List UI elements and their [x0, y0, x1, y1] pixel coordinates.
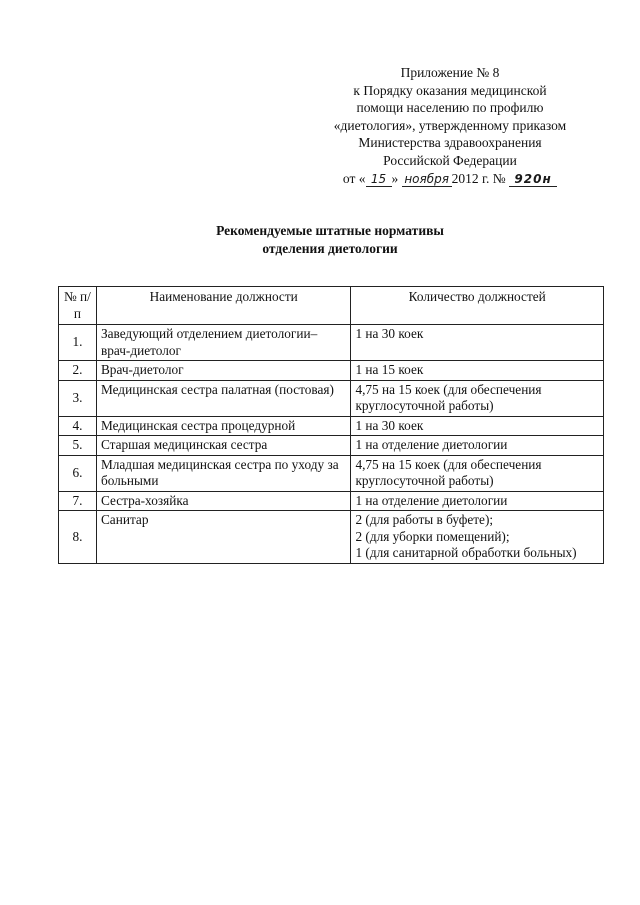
header-line: Приложение № 8 [400, 65, 500, 80]
row-num: 3. [59, 380, 97, 416]
order-prefix: от « [342, 170, 366, 186]
header-count: Количество должностей [351, 287, 604, 325]
order-month-handwritten: ноября [402, 172, 452, 187]
title-line-1: Рекомендуемые штатные нормативы [216, 223, 444, 238]
row-count [351, 511, 604, 564]
row-count-line: 2 (для работы в буфете); [355, 512, 494, 527]
row-position: Медицинская сестра палатная (постовая) [96, 380, 351, 416]
header-line: помощи населению по профилю [356, 100, 544, 116]
header-line: Министерства здравоохранения [358, 135, 542, 151]
row-num: 2. [59, 361, 97, 381]
row-count-line: 4,75 на 15 коек (для обеспечения круглосуточной работы) [355, 456, 542, 488]
row-count-line: 1 (для санитарной обработки больных) [355, 545, 577, 560]
row-num: 8. [59, 511, 97, 564]
table-row [59, 361, 604, 381]
header-line: Российской Федерации [383, 152, 517, 168]
order-quote-close: » [391, 170, 399, 186]
row-position: Заведующий отделением диетологии–врач-диетолог [96, 325, 351, 361]
row-count [351, 416, 604, 436]
row-position: Врач-диетолог [96, 361, 351, 381]
table-row [59, 380, 604, 416]
row-count-line: 1 на отделение диетологии [355, 492, 508, 508]
row-num: 5. [59, 436, 97, 456]
row-count-line: 1 на 15 коек [355, 362, 424, 377]
row-count-line: 2 (для уборки помещений); [355, 528, 510, 544]
row-position: Старшая медицинская сестра [96, 436, 351, 456]
order-reference [300, 170, 600, 188]
header-line: к Порядку оказания медицинской [353, 82, 547, 98]
title-line-2: отделения диетологии [262, 241, 398, 256]
row-count [351, 325, 604, 361]
row-num: 1. [59, 325, 97, 361]
row-count [351, 436, 604, 456]
order-number-handwritten: 920н [509, 172, 557, 187]
row-count-line: 1 на отделение диетологии [355, 437, 508, 452]
table-header-row [59, 287, 604, 325]
row-count [351, 380, 604, 416]
header-line: «диетология», утвержденному приказом [333, 117, 567, 133]
row-count [351, 491, 604, 511]
row-count [351, 455, 604, 491]
header-num: № п/п [59, 287, 97, 325]
staff-norms-table [58, 286, 604, 564]
row-num: 6. [59, 455, 97, 491]
document-title [170, 222, 490, 258]
order-day-handwritten: 15 [366, 172, 392, 187]
row-position: Санитар [96, 511, 351, 564]
table-row [59, 325, 604, 361]
row-position: Медицинская сестра процедурной [96, 416, 351, 436]
row-position: Сестра-хозяйка [96, 491, 351, 511]
row-position: Младшая медицинская сестра по уходу за больными [96, 455, 351, 491]
table-row [59, 436, 604, 456]
table-row [59, 455, 604, 491]
row-num: 4. [59, 416, 97, 436]
row-count [351, 361, 604, 381]
table-row [59, 511, 604, 564]
table-row [59, 416, 604, 436]
row-count-line: 1 на 30 коек [355, 417, 424, 433]
row-count-line: 4,75 на 15 коек (для обеспечения круглосуточной работы) [355, 381, 542, 413]
row-num: 7. [59, 491, 97, 511]
header-position: Наименование должности [96, 287, 351, 325]
row-count-line: 1 на 30 коек [355, 326, 424, 341]
order-year-text: 2012 г. № [451, 170, 506, 186]
appendix-header [300, 64, 600, 187]
table-row [59, 491, 604, 511]
